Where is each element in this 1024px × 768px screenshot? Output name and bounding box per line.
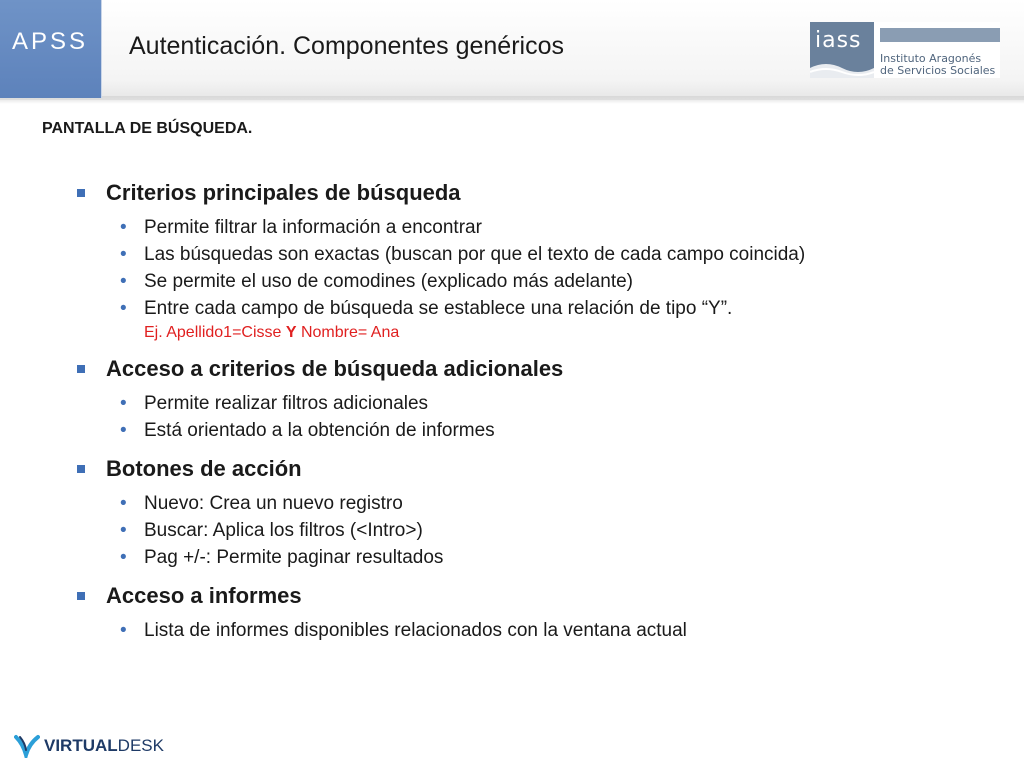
group-acceso-informes — [76, 579, 976, 644]
example-part2: Nombre= Ana — [296, 324, 400, 341]
dot-bullet-icon: • — [120, 217, 127, 238]
example-operator: Y — [285, 324, 297, 341]
iass-logo-word: iass — [815, 28, 862, 53]
dot-bullet-icon: • — [120, 393, 127, 414]
dot-bullet-icon: • — [120, 520, 127, 541]
list-item-text: Buscar: Aplica los filtros (<Intro>) — [144, 520, 423, 541]
group-title — [76, 352, 976, 386]
list-item — [120, 214, 976, 241]
list-item-text: Lista de informes disponibles relacionados con la ventana actual — [144, 620, 687, 641]
group-criterios-adicionales — [76, 352, 976, 444]
virtualdesk-logo-icon — [14, 734, 40, 758]
group-title — [76, 176, 976, 210]
item-list — [120, 617, 976, 644]
square-bullet-icon — [77, 189, 85, 197]
example-text — [120, 322, 976, 344]
square-bullet-icon — [77, 465, 85, 473]
list-item-text: Pag +/-: Permite paginar resultados — [144, 547, 444, 568]
group-title-text: Botones de acción — [106, 456, 302, 481]
virtualdesk-wordmark — [44, 736, 164, 756]
list-item-text: Nuevo: Crea un nuevo registro — [144, 493, 403, 514]
header-shadow — [0, 96, 1024, 104]
list-item — [120, 390, 976, 417]
example-part1: Ej. Apellido1=Cisse — [144, 324, 286, 341]
group-criterios-principales — [76, 176, 976, 344]
list-item-text: Se permite el uso de comodines (explicado más adelante) — [144, 271, 633, 292]
list-item-text: Las búsquedas son exactas (buscan por que el texto de cada campo coincida) — [144, 244, 806, 265]
list-item — [120, 617, 976, 644]
dot-bullet-icon: • — [120, 493, 127, 514]
list-item-text: Entre cada campo de búsqueda se establece una relación de tipo “Y”. — [144, 298, 733, 319]
list-item — [120, 490, 976, 517]
list-item — [120, 268, 976, 295]
virtualdesk-logo — [14, 733, 164, 759]
dot-bullet-icon: • — [120, 271, 127, 292]
section-heading: PANTALLA DE BÚSQUEDA. — [42, 120, 253, 137]
list-item — [120, 517, 976, 544]
dot-bullet-icon: • — [120, 620, 127, 641]
group-title — [76, 452, 976, 486]
list-item-text: Permite realizar filtros adicionales — [144, 393, 429, 414]
iass-logo-line1: Instituto Aragonés — [880, 52, 982, 65]
list-item — [120, 544, 976, 571]
dot-bullet-icon: • — [120, 244, 127, 265]
iass-logo-line2: de Servicios Sociales — [880, 64, 996, 77]
list-item — [120, 241, 976, 268]
item-list — [120, 390, 976, 444]
dot-bullet-icon: • — [120, 420, 127, 441]
group-title-text: Criterios principales de búsqueda — [106, 180, 461, 205]
square-bullet-icon — [77, 365, 85, 373]
iass-logo-mark — [810, 22, 874, 78]
group-botones-accion — [76, 452, 976, 571]
virtualdesk-wordmark-part2: DESK — [117, 736, 164, 755]
slide-title: Autenticación. Componentes genéricos — [129, 32, 564, 60]
dot-bullet-icon: • — [120, 547, 127, 568]
iass-logo — [810, 22, 1000, 78]
list-item-text: Permite filtrar la información a encontrar — [144, 217, 482, 238]
group-title — [76, 579, 976, 613]
list-item — [120, 417, 976, 444]
dot-bullet-icon: • — [120, 298, 127, 319]
square-bullet-icon — [77, 592, 85, 600]
item-list — [120, 214, 976, 344]
list-item-text: Está orientado a la obtención de informes — [144, 420, 495, 441]
apss-tab-label: APSS — [12, 28, 89, 55]
group-title-text: Acceso a informes — [106, 583, 302, 608]
item-list — [120, 490, 976, 571]
group-title-text: Acceso a criterios de búsqueda adicionales — [106, 356, 564, 381]
iass-logo-bar — [880, 28, 1000, 42]
wave-icon — [810, 58, 874, 78]
list-item — [120, 295, 976, 322]
content-body — [76, 176, 976, 652]
virtualdesk-wordmark-part1: VIRTUAL — [44, 736, 118, 755]
apss-tab — [0, 0, 102, 98]
